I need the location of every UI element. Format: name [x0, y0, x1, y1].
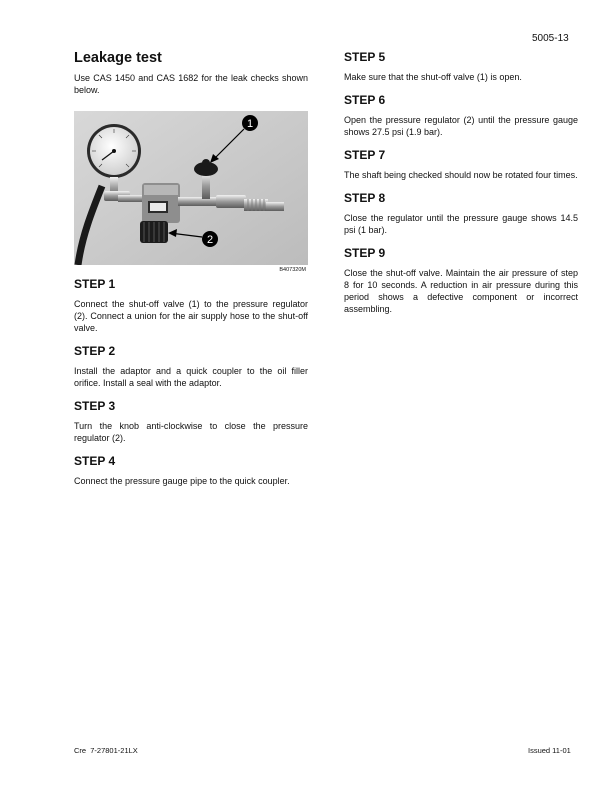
intro-text: Use CAS 1450 and CAS 1682 for the leak checks shown below.	[74, 73, 308, 95]
leakage-test-apparatus-image	[74, 111, 308, 265]
step-3	[74, 399, 308, 444]
left-column	[74, 50, 308, 497]
step-heading: STEP 8	[344, 191, 386, 205]
step-text: Close the regulator until the pressure gauge shows 14.5 psi (1 bar).	[344, 213, 578, 235]
footer-document-code: Cre 7-27801-21LX	[74, 746, 138, 755]
step-1	[74, 277, 308, 334]
figure-code: B407320M	[279, 267, 306, 273]
step-text: Make sure that the shut-off valve (1) is open.	[344, 72, 522, 82]
step-4	[74, 454, 308, 487]
step-text: Close the shut-off valve. Maintain the air pressure of step 8 for 10 seconds. A reduction in air pressure during this period shows a defective component or incorrect assembling.	[344, 268, 578, 314]
step-heading: STEP 4	[74, 454, 116, 468]
leakage-test-photo	[74, 111, 308, 273]
step-text: Turn the knob anti-clockwise to close the pressure regulator (2).	[74, 421, 308, 443]
step-heading: STEP 3	[74, 399, 116, 413]
step-heading: STEP 6	[344, 93, 386, 107]
step-8	[344, 191, 578, 236]
step-text: Connect the shut-off valve (1) to the pressure regulator (2). Connect a union for the air supply hose to the shut-off valve.	[74, 299, 308, 333]
step-5	[344, 50, 578, 83]
callout-1-label: 1	[246, 118, 254, 130]
step-heading: STEP 2	[74, 344, 116, 358]
footer-issue-date: Issued 11-01	[528, 746, 571, 755]
step-text: Open the pressure regulator (2) until the pressure gauge shows 27.5 psi (1.9 bar).	[344, 115, 578, 137]
step-heading: STEP 7	[344, 148, 386, 162]
step-text: The shaft being checked should now be rotated four times.	[344, 170, 578, 180]
section-title: Leakage test	[74, 50, 162, 66]
step-9	[344, 246, 578, 315]
step-heading: STEP 5	[344, 50, 386, 64]
step-text: Connect the pressure gauge pipe to the quick coupler.	[74, 476, 290, 486]
step-7	[344, 148, 578, 181]
step-2	[74, 344, 308, 389]
step-heading: STEP 1	[74, 277, 116, 291]
callout-2-label: 2	[206, 234, 214, 246]
step-text: Install the adaptor and a quick coupler to the oil filler orifice. Install a seal with the adaptor.	[74, 366, 308, 388]
step-6	[344, 93, 578, 138]
page-number: 5005-13	[532, 33, 569, 44]
step-heading: STEP 9	[344, 246, 386, 260]
right-column	[344, 50, 578, 325]
